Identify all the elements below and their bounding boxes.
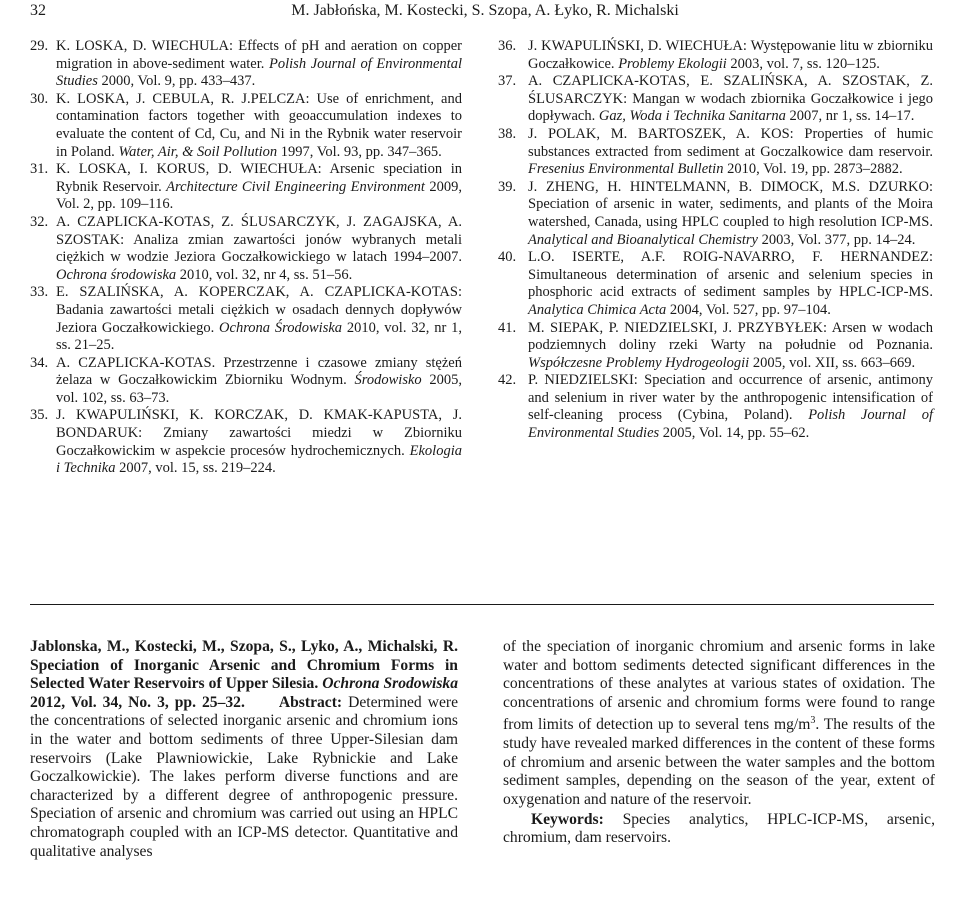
reference-segment: 2010, Vol. 19, pp. 2873–2882. [723, 161, 903, 178]
reference-item [30, 214, 462, 284]
reference-source: Ekologia i Technika [56, 442, 462, 477]
reference-segment: J. KWAPULIŃSKI, K. KORCZAK, D. KMAK-KAPUSTA, J. BONDARUK: Zmiany zawartości miedzi w Zbiorniku Goczałkowickim w aspekcie procesów hydrochemicznych. [56, 407, 462, 459]
reference-text [528, 320, 933, 373]
reference-segment: 2000, Vol. 9, pp. 433–437. [97, 73, 256, 90]
abstract-text-right-1: of the speciation of inorganic chromium and arsenic forms in lake water and bottom sediments detected significant differences in the concentrations of these analytes at various states of oxidation. The concentrations of arsenic and chromium forms were found to range from limits of detection up to several tens mg/m [503, 638, 935, 734]
reference-text [56, 407, 462, 477]
reference-segment: 2010, vol. 32, nr 4, ss. 51–56. [176, 266, 353, 283]
reference-item [498, 249, 933, 319]
reference-segment: 2004, Vol. 527, pp. 97–104. [666, 301, 831, 318]
reference-item [30, 284, 462, 354]
reference-source: Problemy Ekologii [618, 55, 727, 72]
reference-text [528, 126, 933, 179]
reference-source: Polish Journal of Environmental Studies [528, 407, 934, 442]
reference-source: Fresenius Environmental Bulletin [528, 161, 724, 178]
reference-item [498, 320, 933, 373]
reference-segment: K. LOSKA, J. CEBULA, R. J.PELCZA: Use of enrichment, and contamination factors together with geoaccumulation indexes to evaluate the content of Cd, Cu, and Ni in the Rybnik water reservoir in Poland. [56, 90, 462, 160]
reference-item [30, 38, 462, 91]
reference-number: 40. [498, 249, 517, 266]
reference-number: 42. [498, 372, 517, 389]
reference-source: Gaz, Woda i Technika Sanitarna [598, 108, 786, 125]
reference-item [498, 73, 933, 126]
reference-source: Polish Journal of Environmental Studies [56, 55, 462, 90]
citation-journal: Ochrona Srodowiska [322, 675, 458, 693]
reference-source: Ochrona Środowiska [219, 319, 343, 336]
abstract-label: Abstract: [278, 693, 343, 711]
reference-number: 34. [30, 354, 49, 371]
reference-number: 33. [30, 284, 49, 301]
running-head-authors: M. Jabłońska, M. Kostecki, S. Szopa, A. Łyko, R. Michalski [291, 2, 679, 19]
reference-number: 37. [498, 73, 517, 90]
reference-item [30, 355, 462, 408]
reference-number: 30. [30, 90, 49, 107]
references-left-column [30, 38, 462, 478]
reference-segment: A. CZAPLICKA-KOTAS, E. SZALIŃSKA, A. SZOSTAK, Z. ŚLUSARCZYK: Mangan w wodach zbiornika Goczałkowice i jego dopływach. [528, 73, 933, 125]
reference-text [528, 38, 933, 73]
reference-text [528, 372, 933, 442]
reference-number: 36. [498, 38, 517, 54]
reference-text [528, 249, 933, 319]
reference-segment: 2003, vol. 7, ss. 120–125. [726, 55, 880, 72]
keywords-label: Keywords: [531, 810, 604, 828]
abstract-left-column [30, 638, 458, 861]
reference-segment: 2010, vol. 32, nr 1, ss. 21–25. [56, 319, 463, 354]
reference-source: Analytical and Bioanalytical Chemistry [528, 231, 758, 248]
reference-segment: 2005, vol. XII, ss. 663–669. [749, 354, 916, 371]
reference-number: 31. [30, 161, 49, 178]
reference-text [56, 161, 462, 214]
reference-segment: K. LOSKA, D. WIECHULA: Effects of pH and aeration on copper migration in above-sediment water. [56, 38, 462, 72]
reference-source: Architecture Civil Engineering Environment [166, 178, 425, 195]
reference-segment: 2003, Vol. 377, pp. 14–24. [757, 231, 916, 248]
reference-segment: 2009, Vol. 2, pp. 109–116. [56, 178, 462, 213]
reference-segment: P. NIEDZIELSKI: Speciation and occurrence of arsenic, antimony and selenium in river water by the anthropogenic intensification of self-cleaning process (Cybina, Poland). [528, 372, 933, 424]
reference-text [528, 179, 933, 249]
reference-segment: A. CZAPLICKA-KOTAS. Przestrzenne i czasowe zmiany stężeń żelaza w Goczałkowickim Zbiorniku Wodnym. [56, 354, 462, 389]
reference-item [498, 126, 933, 179]
reference-item [498, 372, 933, 442]
reference-segment: K. LOSKA, I. KORUS, D. WIECHUŁA: Arsenic speciation in Rybnik Reservoir. [56, 161, 462, 195]
reference-segment: J. POLAK, M. BARTOSZEK, A. KOS: Properties of humic substances extracted from sediment at Goczalkowice dam reservoir. [528, 125, 933, 160]
reference-segment: 2007, nr 1, ss. 14–17. [785, 108, 915, 125]
abstract-paragraph [30, 638, 458, 861]
page-header [30, 0, 940, 28]
reference-number: 38. [498, 125, 517, 142]
reference-segment: E. SZALIŃSKA, A. KOPERCZAK, A. CZAPLICKA-KOTAS: Badania zawartości metali ciężkich w osadach dennych dopływów Jeziora Goczałkowickiego. [56, 284, 462, 336]
abstract-right-column [503, 638, 935, 848]
reference-segment: 2005, vol. 102, ss. 63–73. [56, 372, 463, 406]
reference-text [56, 284, 462, 354]
keywords-paragraph [503, 811, 935, 848]
reference-number: 32. [30, 213, 49, 230]
reference-text [56, 214, 462, 284]
reference-text [56, 38, 462, 91]
reference-segment: 2007, vol. 15, ss. 219–224. [115, 460, 276, 477]
reference-item [498, 179, 933, 249]
reference-item [30, 161, 462, 214]
reference-segment: A. CZAPLICKA-KOTAS, Z. ŚLUSARCZYK, J. ZAGAJSKA, A. SZOSTAK: Analiza zmian zawartości jonów wybranych metali ciężkich w wodzie Jeziora Goczałkowickiego w latach 1994–2007. [56, 213, 462, 266]
reference-segment: J. KWAPULIŃSKI, D. WIECHUŁA: Występowanie litu w zbiorniku Goczałkowice. [528, 38, 933, 72]
keywords-text: Species analytics, HPLC-ICP-MS, arsenic, chromium, dam reservoirs. [503, 810, 935, 847]
reference-item [30, 91, 462, 161]
reference-text [528, 73, 933, 126]
abstract-text-left: Determined were the concentrations of selected inorganic arsenic and chromium ions in the water and bottom sediments of three Upper-Silesian dam reservoirs (Lake Plawniowickie, Lake Rybnickie and Lake Goczalkowickie). The lakes perform diverse functions and are characterized by a different degree of anthropogenic pressure. Speciation of arsenic and chromium was carried out using an HPLC chromatograph coupled with an ICP-MS detector. Quantitative and qualitative analyses [30, 693, 458, 860]
page-number: 32 [30, 2, 46, 19]
reference-number: 29. [30, 38, 49, 54]
reference-segment: M. SIEPAK, P. NIEDZIELSKI, J. PRZYBYŁEK: Arsen w wodach podziemnych doliny rzeki Warty na południe od Poznania. [528, 319, 933, 354]
citation-issue: 2012, Vol. 34, No. 3, pp. 25–32. [30, 693, 245, 711]
reference-segment: J. ZHENG, H. HINTELMANN, B. DIMOCK, M.S. DZURKO: Speciation of arsenic in water, sediments, and plants of the Moira watershed, Canada, using HPLC coupled to high resolution ICP-MS. [528, 178, 933, 230]
reference-number: 35. [30, 407, 49, 424]
reference-number: 39. [498, 178, 517, 195]
superscript-3: 3 [810, 715, 816, 727]
references-right-column [498, 38, 933, 443]
citation-authors-title: Jablonska, M., Kostecki, M., Szopa, S., Lyko, A., Michalski, R. Speciation of Inorganic Arsenic and Chromium Forms in Selected Water Reservoirs of Upper Silesia. [30, 638, 458, 693]
reference-source: Analytica Chimica Acta [528, 301, 667, 318]
reference-source: Współczesne Problemy Hydrogeologii [528, 354, 750, 371]
reference-source: Środowisko [354, 372, 422, 389]
abstract-text-right-2: . The results of the study have revealed marked differences in the content of these forms of chromium and arsenic between the water samples and the bottom sediment samples, depending on the season of the year, extent of oxygenation and nature of the reservoir. [503, 716, 935, 808]
reference-segment: 2005, Vol. 14, pp. 55–62. [659, 425, 810, 442]
reference-source: Ochrona środowiska [56, 266, 177, 283]
reference-text [56, 91, 462, 161]
reference-item [30, 407, 462, 477]
reference-number: 41. [498, 319, 517, 336]
reference-segment: 1997, Vol. 93, pp. 347–365. [277, 143, 442, 160]
reference-source: Water, Air, & Soil Pollution [118, 143, 278, 160]
section-divider [30, 604, 934, 605]
reference-text [56, 355, 462, 408]
reference-item [498, 38, 933, 73]
reference-segment: L.O. ISERTE, A.F. ROIG-NAVARRO, F. HERNANDEZ: Simultaneous determination of arsenic and selenium species in phosphoric acid extracts of sediment samples by HPLC-ICP-MS. [528, 249, 933, 301]
abstract-text-right [503, 638, 935, 810]
